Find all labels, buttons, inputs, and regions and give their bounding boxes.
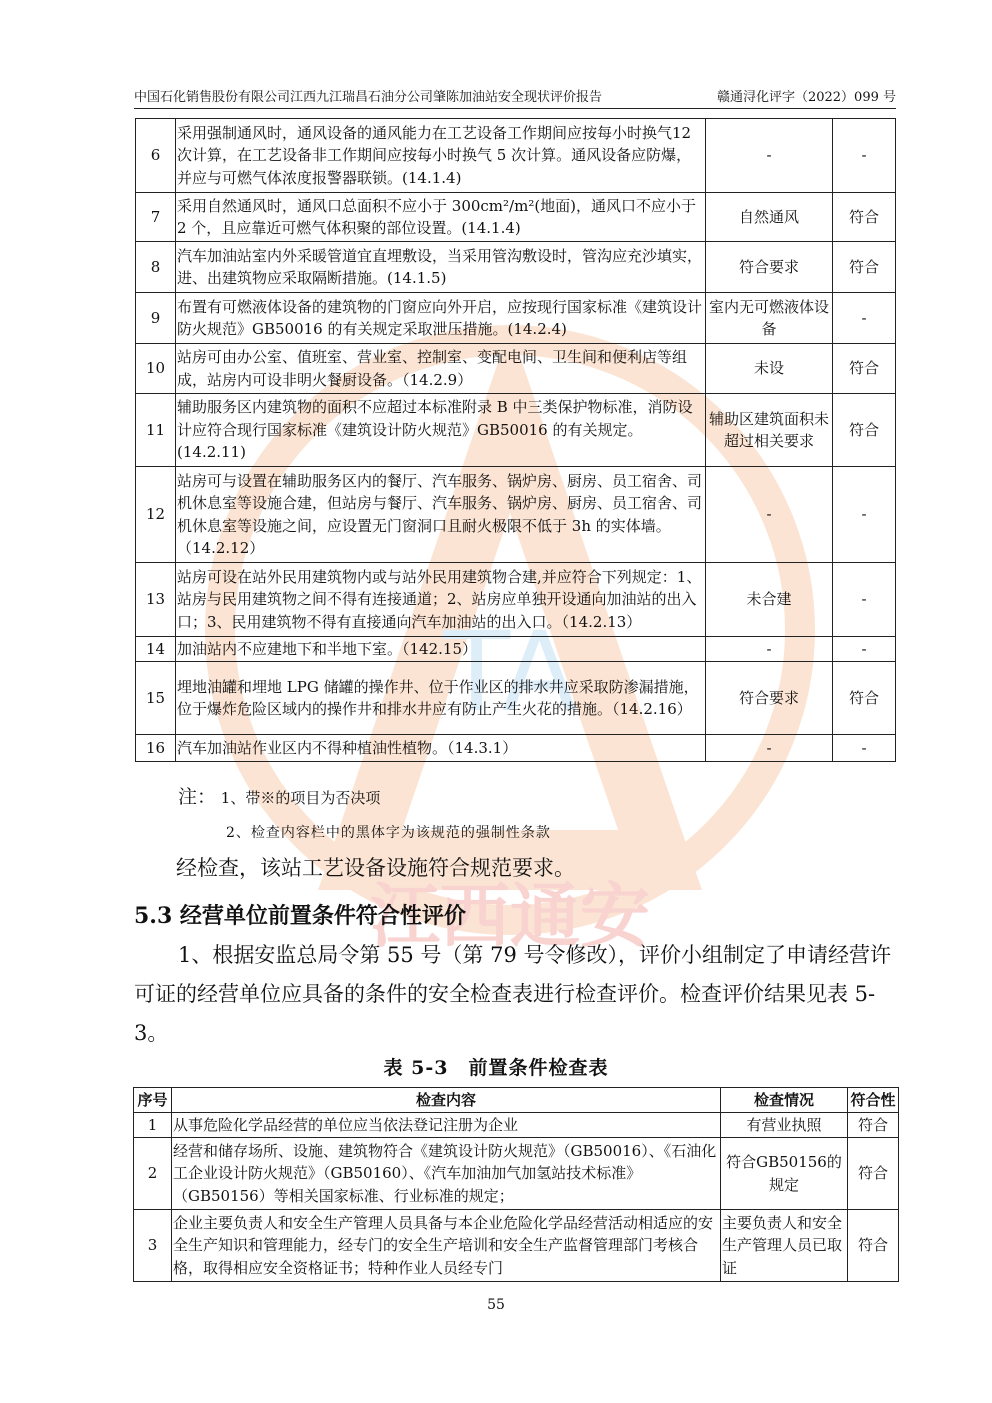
note-item-2: 2、检查内容栏中的黑体字为该规范的强制性条款 <box>226 825 551 841</box>
table-row: 9 布置有可燃液体设备的建筑物的门窗应向外开启，应按现行国家标准《建筑设计防火规范》GB50016 的有关规定采取泄压措施。(14.2.4) 室内无可燃液体设备 - <box>136 293 896 344</box>
table-note <box>178 782 380 809</box>
checklist-table-continued <box>135 118 896 762</box>
precondition-table <box>133 1087 899 1282</box>
table-row: 3 企业主要负责人和安全生产管理人员具备与本企业危险化学品经营活动相适应的安全生产知识和管理能力，经专门的安全生产培训和安全生产监督管理部门考核合格，取得相应安全资格证书；特种作业人员经专门 主要负责人和安全生产管理人员已取证 符合 <box>134 1210 899 1282</box>
table-row: 1 从事危险化学品经营的单位应当依法登记注册为企业 有营业执照 符合 <box>134 1113 899 1138</box>
table-row: 11 辅助服务区内建筑物的面积不应超过本标准附录 B 中三类保护物标准，消防设计应符合现行国家标准《建筑设计防火规范》GB50016 的有关规定。(14.2.11) 辅助区建筑面积未超过相关要求 符合 <box>136 394 896 467</box>
page-number: 55 <box>487 1297 505 1313</box>
note-label: 注： <box>178 786 217 808</box>
table-row: 13 站房可设在站外民用建筑物内或与站外民用建筑物合建,并应符合下列规定：1、站房与民用建筑物之间不得有连接通道；2、站房应单独开设通向加油站的出入口；3、民用建筑物不得有直接通向汽车加油站的出入口。（14.2.13） 未合建 - <box>136 563 896 637</box>
conclusion-text: 经检查，该站工艺设备设施符合规范要求。 <box>176 856 575 880</box>
table-row: 16 汽车加油站作业区内不得种植油性植物。（14.3.1） - - <box>136 735 896 762</box>
table-row: 14 加油站内不应建地下和半地下室。（142.15） - - <box>136 637 896 662</box>
header-divider <box>134 108 896 109</box>
header-doc-number: 赣通浔化评字（2022）099 号 <box>716 90 896 105</box>
note-item-1: 1、带※的项目为否决项 <box>220 789 381 807</box>
section-heading: 5.3 经营单位前置条件符合性评价 <box>134 903 466 929</box>
table-row: 15 埋地油罐和埋地 LPG 储罐的操作井、位于作业区的排水井应采取防渗漏措施，位于爆炸危险区域内的操作井和排水井应有防止产生火花的措施。（14.2.16） 符合要求 符合 <box>136 662 896 735</box>
table-row: 6 采用强制通风时，通风设备的通风能力在工艺设备工作期间应按每小时换气12 次计算，在工艺设备非工作期间应按每小时换气 5 次计算。通风设备应防爆，并应与可燃气体浓度报警器联锁。(14.1.4) - - <box>136 119 896 193</box>
section-body: 1、根据安监总局令第 55 号（第 79 号令修改），评价小组制定了申请经营许可证的经营单位应具备的条件的安全检查表进行检查评价。检查评价结果见表 5-3。 <box>134 943 892 1045</box>
table-row: 10 站房可由办公室、值班室、营业室、控制室、变配电间、卫生间和便利店等组成，站房内可设非明火餐厨设备。（14.2.9） 未设 符合 <box>136 344 896 394</box>
table-row: 7 采用自然通风时，通风口总面积不应小于 300cm²/m²(地面)，通风口不应小于2 个，且应靠近可燃气体积聚的部位设置。(14.1.4) 自然通风 符合 <box>136 193 896 242</box>
watermark-text: 江西通安 <box>370 875 650 957</box>
table-header-row: 序号 检查内容 检查情况 符合性 <box>134 1088 899 1113</box>
table-row: 12 站房可与设置在辅助服务区内的餐厅、汽车服务、锅炉房、厨房、员工宿舍、司机休息室等设施合建，但站房与餐厅、汽车服务、锅炉房、厨房、员工宿舍、司机休息室等设施之间，应设置无门窗洞口且耐火极限不低于 3h 的实体墙。（14.2.12） - - <box>136 467 896 563</box>
page-header <box>134 86 896 105</box>
watermark-letters: TA <box>443 608 577 736</box>
table-row: 2 经营和储存场所、设施、建筑物符合《建筑设计防火规范》（GB50016）、《石油化工企业设计防火规范》（GB50160）、《汽车加油加气加氢站技术标准》（GB50156）等相关国家标准、行业标准的规定； 符合GB50156的规定 符合 <box>134 1138 899 1210</box>
table-row: 8 汽车加油站室内外采暖管道宜直埋敷设，当采用管沟敷设时，管沟应充沙填实，进、出建筑物应采取隔断措施。(14.1.5) 符合要求 符合 <box>136 242 896 293</box>
header-title: 中国石化销售股份有限公司江西九江瑞昌石油分公司肇陈加油站安全现状评价报告 <box>134 90 603 105</box>
table-caption: 表 5-3 前置条件检查表 <box>383 1057 609 1079</box>
